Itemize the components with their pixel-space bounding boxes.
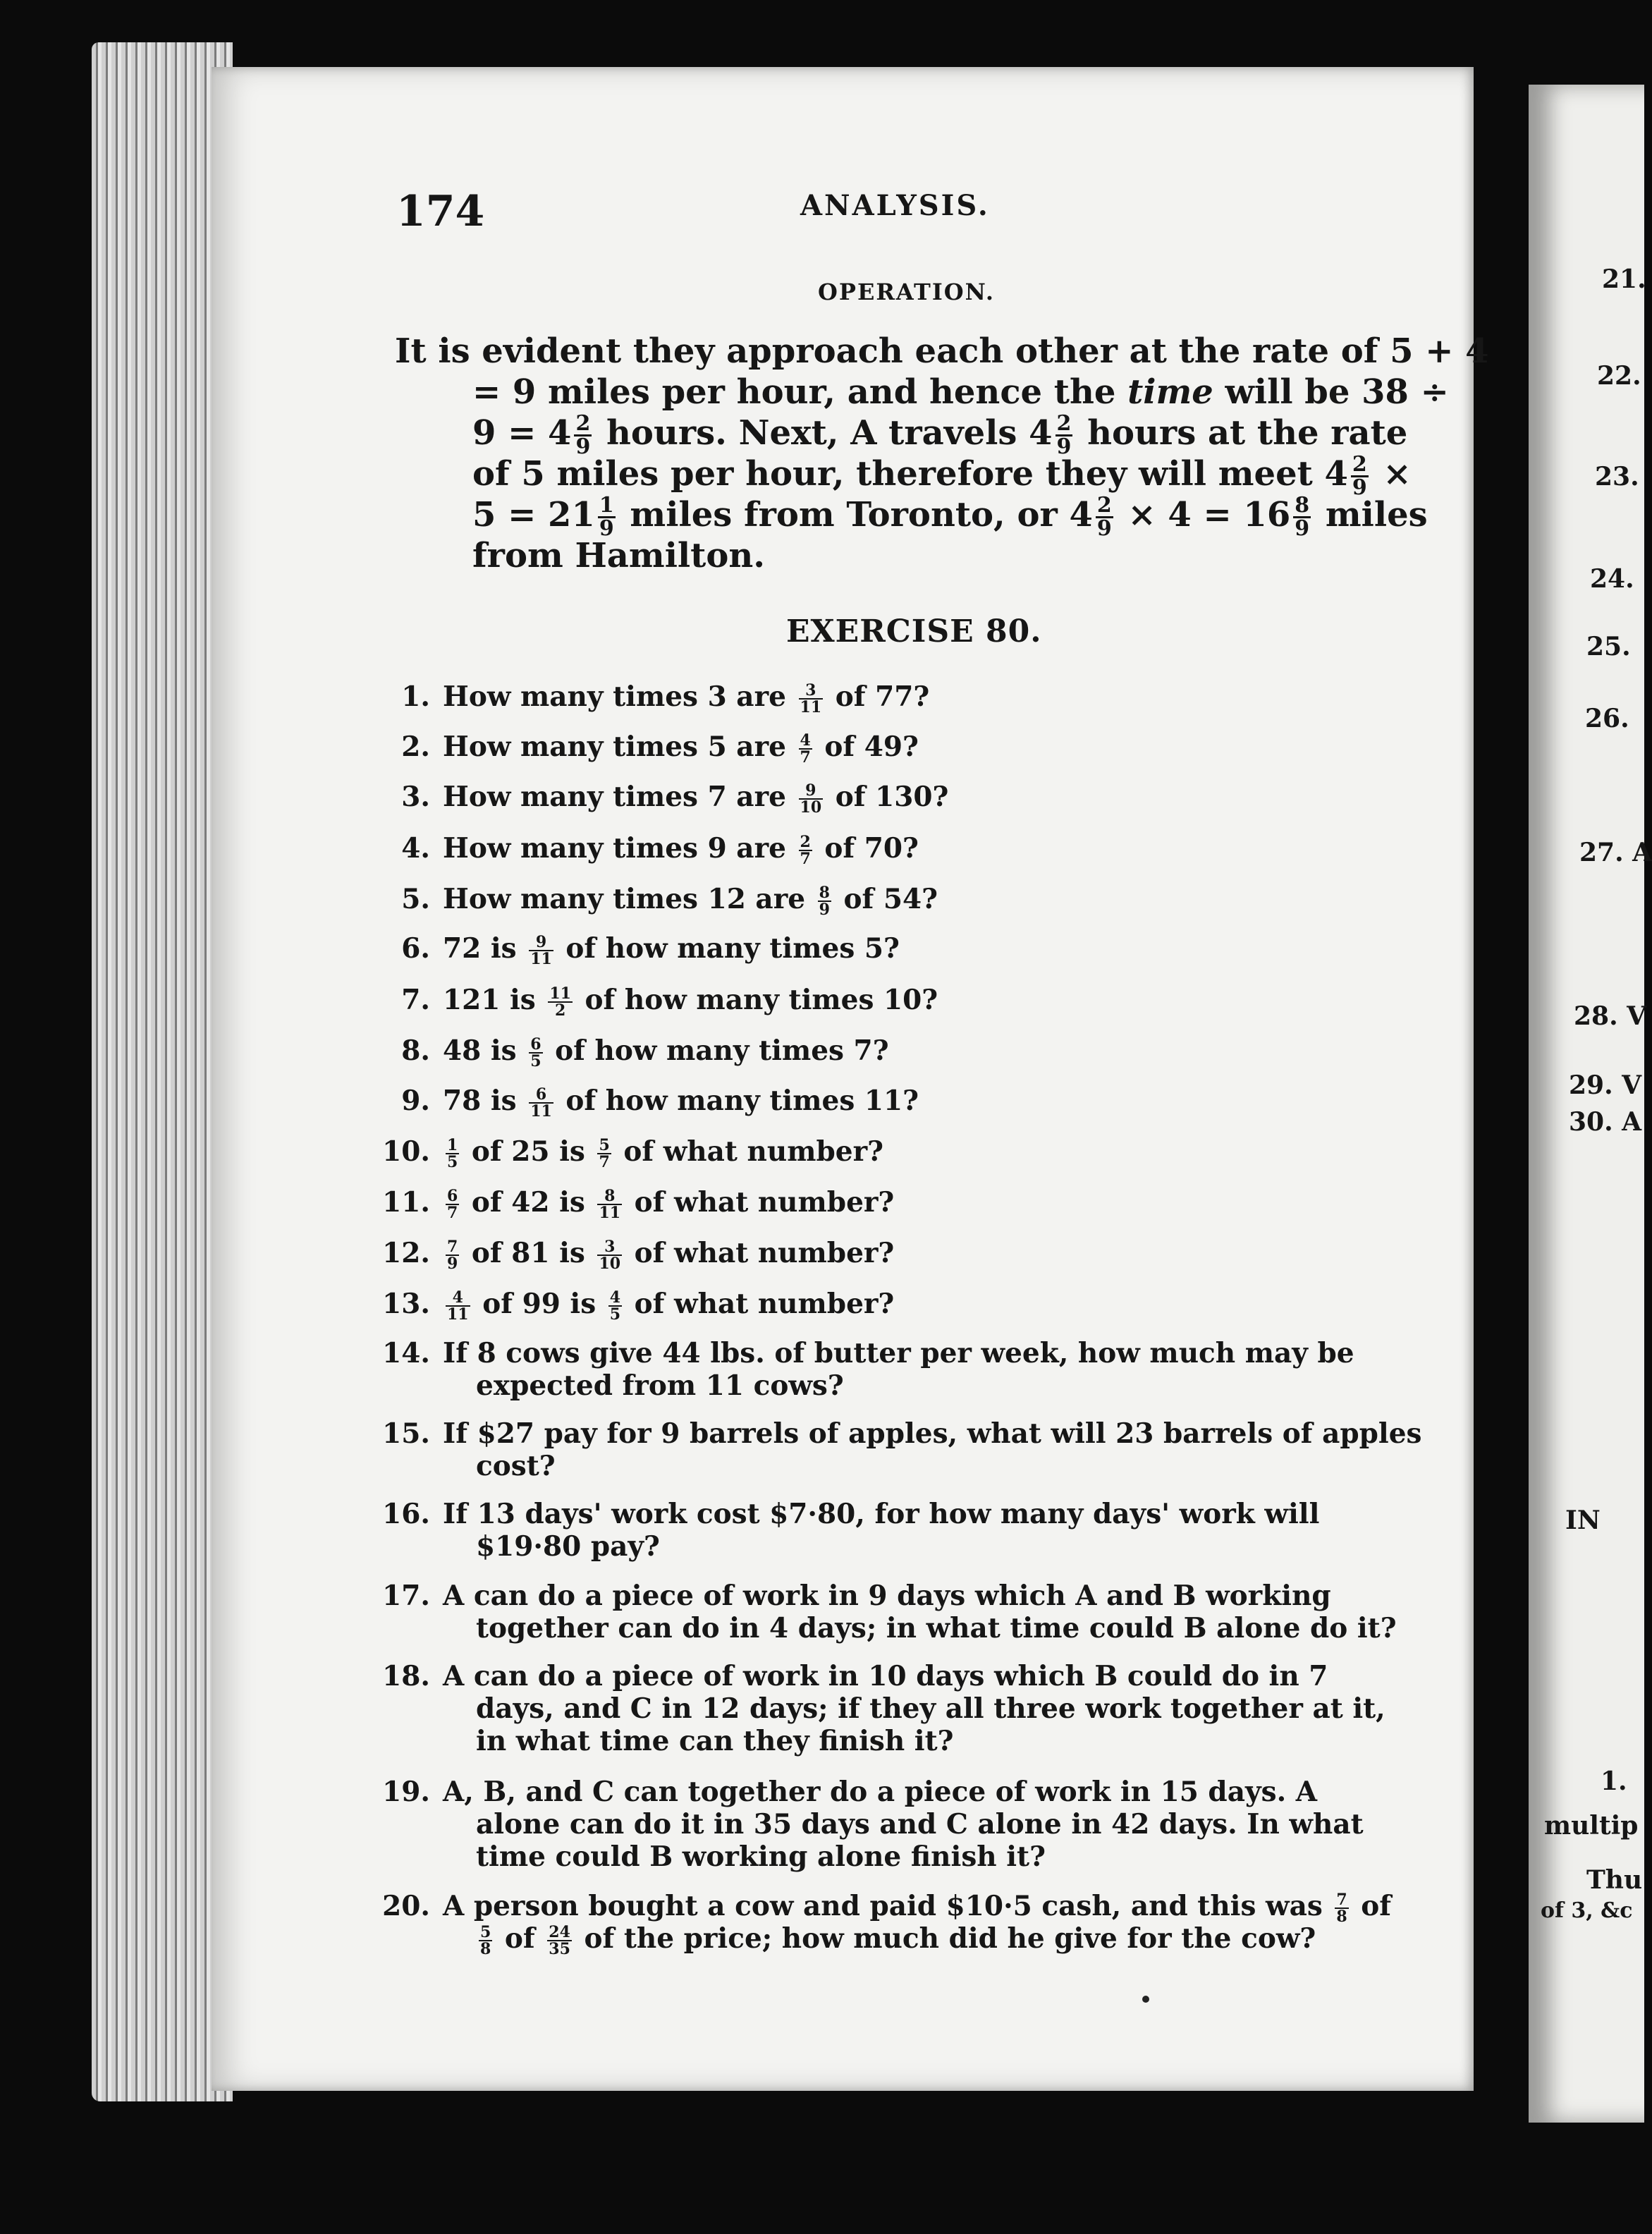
exercise-item-4: 4. How many times 9 are $\frac{2}{7}$ of 70? [401,832,919,868]
fraction: $\frac{6}{7}$ [447,1187,458,1222]
facing-fragment-29: 29. V [1569,1070,1642,1100]
fraction: $\frac{9}{11}$ [530,933,552,968]
facing-fragment-multip: multip [1544,1811,1639,1841]
facing-fragment-26: 26. [1585,704,1629,733]
facing-fragment-21: 21. [1602,264,1646,294]
exercise-item-18: 18. A can do a piece of work in 10 days which B could do in 7 [382,1660,1328,1692]
fraction: $\frac{4}{11}$ [447,1288,469,1324]
exercise-item-10: 10. $\frac{1}{5}$ of 25 is $\frac{5}{7}$ of what number? [382,1135,883,1171]
exercise-item-16-cont: $19·80 pay? [476,1530,660,1563]
fraction: $\frac{8}{9}$ [1295,493,1310,541]
exercise-item-9: 9. 78 is $\frac{6}{11}$ of how many times 11? [401,1085,919,1121]
fraction: $\frac{1}{9}$ [599,493,614,541]
facing-fragment-thu: Thu [1586,1865,1643,1895]
exercise-item-15: 15. If $27 pay for 9 barrels of apples, what will 23 barrels of apples [382,1417,1422,1450]
exercise-item-18-cont-2: in what time can they finish it? [476,1725,954,1757]
exercise-item-19: 19. A, B, and C can together do a piece of work in 15 days. A [382,1776,1318,1808]
exercise-item-6: 6. 72 is $\frac{9}{11}$ of how many times 5? [401,932,900,968]
exercise-item-2: 2. How many times 5 are $\frac{4}{7}$ of 49? [401,731,919,767]
operation-line-6: from Hamilton. [472,536,765,575]
facing-fragment-27: 27. A [1579,838,1652,867]
fraction: $\frac{4}{5}$ [609,1288,621,1324]
exercise-item-16: 16. If 13 days' work cost $7·80, for how many days' work will [382,1498,1320,1530]
exercise-item-18-cont-1: days, and C in 12 days; if they all three work together at it, [476,1692,1385,1725]
fraction: $\frac{7}{9}$ [447,1238,458,1273]
fraction: $\frac{2}{9}$ [1096,493,1112,541]
exercise-item-14-cont: expected from 11 cows? [476,1369,844,1402]
exercise-item-19-cont-1: alone can do it in 35 days and C alone in 42 days. In what [476,1808,1364,1841]
fraction: $\frac{3}{10}$ [599,1238,621,1273]
facing-fragment-in: IN [1565,1506,1601,1535]
fraction: $\frac{3}{11}$ [800,681,822,716]
exercise-item-11: 11. $\frac{6}{7}$ of 42 is $\frac{8}{11}$ of what number? [382,1186,895,1222]
exercise-item-8: 8. 48 is $\frac{6}{5}$ of how many times 7? [401,1034,889,1070]
fraction: $\frac{2}{7}$ [800,833,811,868]
operation-line-5: 5 = 21 $\frac{1}{9}$ miles from Toronto, or 4 $\frac{2}{9}$ × 4 = 16 $\frac{8}{9}$ miles [472,493,1428,541]
exercise-item-17-cont: together can do in 4 days; in what time could B alone do it? [476,1612,1397,1644]
fraction: $\frac{1}{5}$ [447,1136,458,1171]
exercise-item-3: 3. How many times 7 are $\frac{9}{10}$ of 130? [401,781,949,817]
fraction: $\frac{8}{11}$ [599,1187,621,1222]
ink-dot [1142,1996,1149,2003]
facing-fragment-24: 24. [1590,564,1634,594]
facing-fragment-1: 1. [1601,1766,1627,1796]
facing-fragment-25: 25. [1586,632,1631,661]
operation-line-1: It is evident they approach each other at the rate of 5 + 4 [395,331,1489,371]
exercise-item-14: 14. If 8 cows give 44 lbs. of butter per week, how much may be [382,1337,1354,1369]
fraction: $\frac{9}{10}$ [800,781,822,817]
fraction: $\frac{6}{5}$ [530,1035,542,1070]
exercise-item-7: 7. 121 is $\frac{11}{2}$ of how many times 10? [401,984,938,1020]
operation-line-4: of 5 miles per hour, therefore they will meet 4 $\frac{2}{9}$ × [472,452,1412,500]
operation-line-2: = 9 miles per hour, and hence the time will be 38 ÷ [472,372,1449,412]
exercise-item-20-cont: $\frac{5}{8}$ of $\frac{24}{35}$ of the price; how much did he give for the cow? [480,1922,1316,1958]
fraction: $\frac{2}{9}$ [575,411,591,459]
fraction: $\frac{2}{9}$ [1056,411,1072,459]
fraction: $\frac{11}{2}$ [549,984,571,1020]
exercise-item-17: 17. A can do a piece of work in 9 days which A and B working [382,1580,1331,1612]
running-head: ANALYSIS. [800,189,990,222]
facing-fragment-30: 30. A [1569,1107,1642,1137]
facing-fragment-22: 22. [1597,361,1641,391]
facing-fragment-23: 23. [1595,462,1639,492]
operation-line-3: 9 = 4 $\frac{2}{9}$ hours. Next, A travels 4 $\frac{2}{9}$ hours at the rate [472,411,1408,459]
exercise-item-19-cont-2: time could B working alone finish it? [476,1841,1046,1873]
exercise-item-5: 5. How many times 12 are $\frac{8}{9}$ of 54? [401,883,938,919]
operation-heading: OPERATION. [818,279,995,305]
fraction: $\frac{8}{9}$ [819,884,830,919]
fraction: $\frac{5}{8}$ [480,1923,491,1958]
facing-fragment-28: 28. V [1574,1001,1647,1031]
fraction: $\frac{24}{35}$ [549,1923,570,1958]
exercise-item-1: 1. How many times 3 are $\frac{3}{11}$ of 77? [401,680,930,716]
exercise-item-15-cont: cost? [476,1450,556,1482]
exercise-heading: EXERCISE 80. [786,614,1042,649]
fraction: $\frac{6}{11}$ [530,1085,552,1121]
facing-fragment-of3: of 3, &c [1541,1898,1633,1923]
fraction: $\frac{7}{8}$ [1336,1891,1347,1926]
exercise-item-20: 20. A person bought a cow and paid $10·5 cash, and this was $\frac{7}{8}$ of [382,1890,1392,1926]
fraction: $\frac{5}{7}$ [599,1136,610,1171]
fraction: $\frac{4}{7}$ [800,731,811,767]
page-number: 174 [396,187,485,236]
exercise-item-12: 12. $\frac{7}{9}$ of 81 is $\frac{3}{10}$ of what number? [382,1237,895,1273]
fraction: $\frac{2}{9}$ [1352,452,1367,500]
exercise-item-13: 13. $\frac{4}{11}$ of 99 is $\frac{4}{5}$ of what number? [382,1288,895,1324]
